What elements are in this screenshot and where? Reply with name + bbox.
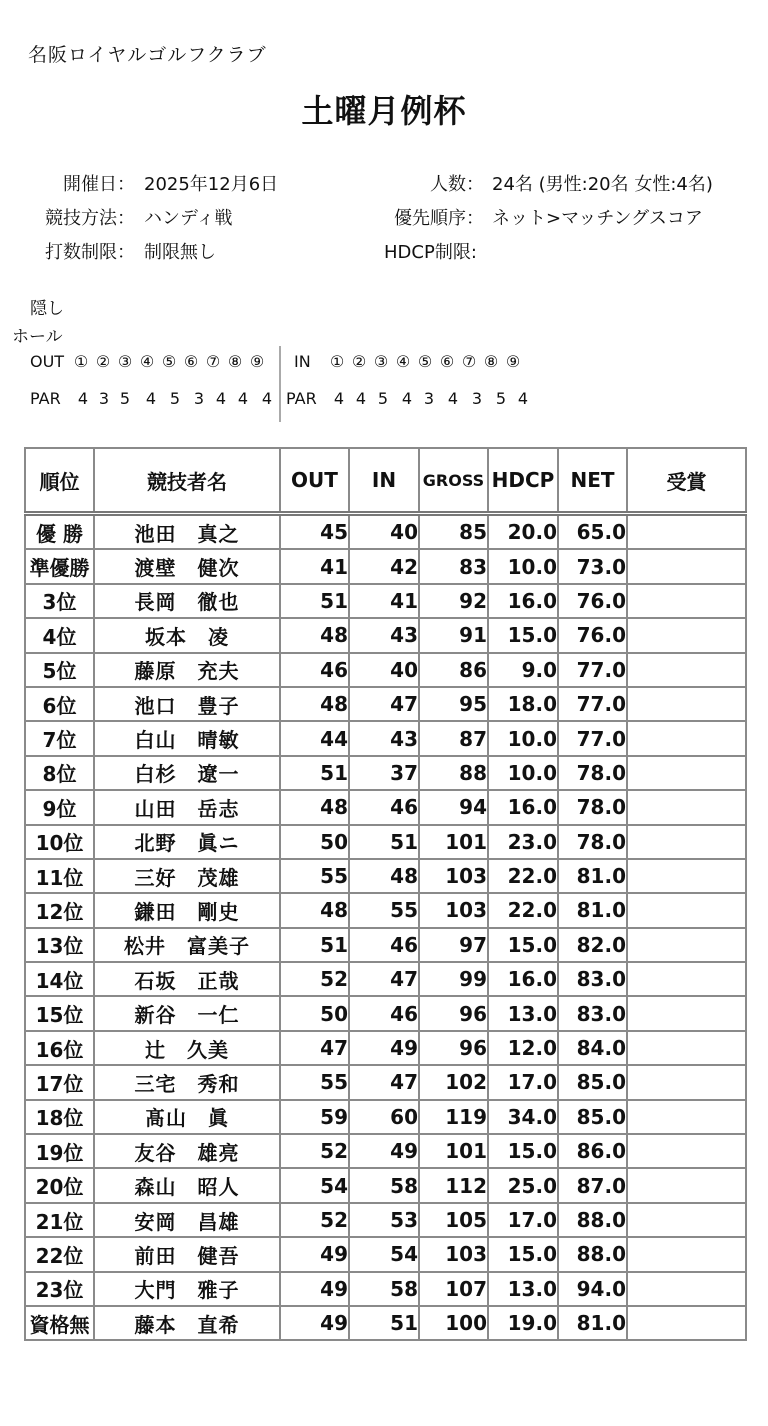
club-name: 名阪ロイヤルゴルフクラブ: [28, 44, 267, 66]
cell-award: [627, 721, 746, 755]
cell-out: 49: [280, 1306, 349, 1340]
cell-out: 51: [280, 928, 349, 962]
cell-net: 81.0: [558, 1306, 627, 1340]
out-par-8: 4: [237, 389, 249, 408]
cell-in: 47: [349, 1065, 419, 1099]
cell-name: 藤本 直希: [94, 1306, 280, 1340]
cell-name: 鎌田 剛史: [94, 893, 280, 927]
limit-value: 制限無し: [144, 242, 216, 263]
cell-rank: 5位: [25, 653, 94, 687]
cell-name: 友谷 雄亮: [94, 1134, 280, 1168]
method-label: 競技方法：: [45, 208, 135, 229]
cell-name: 三宅 秀和: [94, 1065, 280, 1099]
cell-hdcp: 22.0: [488, 893, 558, 927]
cell-award: [627, 825, 746, 859]
cell-out: 41: [280, 549, 349, 583]
cell-in: 42: [349, 549, 419, 583]
out-par-1: 4: [77, 389, 89, 408]
cell-in: 60: [349, 1100, 419, 1134]
cell-gross: 95: [419, 687, 488, 721]
cell-rank: 14位: [25, 962, 94, 996]
cell-out: 44: [280, 721, 349, 755]
cell-rank: 10位: [25, 825, 94, 859]
hidden-holes-label-2: ホール: [12, 327, 63, 347]
in-hole-7: ⑦: [461, 352, 477, 371]
cell-rank: 19位: [25, 1134, 94, 1168]
in-par-4: 4: [401, 389, 413, 408]
table-row: [25, 996, 746, 1030]
cell-hdcp: 17.0: [488, 1203, 558, 1237]
out-hole-9: ⑨: [249, 352, 265, 371]
cell-gross: 103: [419, 1237, 488, 1271]
in-par-3: 5: [377, 389, 389, 408]
cell-net: 81.0: [558, 859, 627, 893]
out-holes-label: OUT: [30, 352, 65, 371]
out-hole-3: ③: [117, 352, 133, 371]
cell-gross: 103: [419, 893, 488, 927]
cell-net: 77.0: [558, 653, 627, 687]
table-row: [25, 928, 746, 962]
in-par-2: 4: [355, 389, 367, 408]
table-row: [25, 584, 746, 618]
hole-numbers-row: [0, 352, 768, 376]
cell-net: 94.0: [558, 1272, 627, 1306]
header-rank: 順位: [25, 448, 94, 514]
in-hole-4: ④: [395, 352, 411, 371]
header-award: 受賞: [627, 448, 746, 514]
holes-divider: [279, 346, 281, 422]
cell-rank: 優 勝: [25, 514, 94, 550]
cell-rank: 8位: [25, 756, 94, 790]
in-par-label: PAR: [286, 389, 317, 408]
cell-net: 88.0: [558, 1203, 627, 1237]
cell-name: 森山 昭人: [94, 1168, 280, 1202]
header-in: IN: [349, 448, 419, 514]
in-hole-8: ⑧: [483, 352, 499, 371]
in-hole-3: ③: [373, 352, 389, 371]
cell-hdcp: 13.0: [488, 1272, 558, 1306]
cell-net: 73.0: [558, 549, 627, 583]
cell-name: 髙山 眞: [94, 1100, 280, 1134]
cell-in: 49: [349, 1031, 419, 1065]
cell-award: [627, 1168, 746, 1202]
in-hole-5: ⑤: [417, 352, 433, 371]
cell-net: 78.0: [558, 825, 627, 859]
cell-gross: 102: [419, 1065, 488, 1099]
cell-gross: 105: [419, 1203, 488, 1237]
cell-out: 50: [280, 825, 349, 859]
cell-net: 65.0: [558, 514, 627, 550]
cell-out: 48: [280, 893, 349, 927]
cell-net: 76.0: [558, 584, 627, 618]
cell-out: 51: [280, 584, 349, 618]
cell-in: 40: [349, 653, 419, 687]
cell-in: 48: [349, 859, 419, 893]
cell-in: 41: [349, 584, 419, 618]
cell-rank: 22位: [25, 1237, 94, 1271]
cell-in: 46: [349, 790, 419, 824]
out-par-7: 4: [215, 389, 227, 408]
out-hole-5: ⑤: [161, 352, 177, 371]
cell-award: [627, 1272, 746, 1306]
cell-award: [627, 859, 746, 893]
cell-out: 49: [280, 1237, 349, 1271]
info-block: [0, 170, 768, 270]
priority-label: 優先順序：: [394, 208, 484, 229]
cell-name: 北野 眞ニ: [94, 825, 280, 859]
hidden-holes-label-1: 隠し: [30, 299, 64, 319]
cell-award: [627, 514, 746, 550]
cell-in: 51: [349, 1306, 419, 1340]
cell-award: [627, 549, 746, 583]
cell-rank: 資格無: [25, 1306, 94, 1340]
cell-hdcp: 12.0: [488, 1031, 558, 1065]
cell-rank: 11位: [25, 859, 94, 893]
cell-name: 前田 健吾: [94, 1237, 280, 1271]
cell-net: 78.0: [558, 790, 627, 824]
cell-gross: 119: [419, 1100, 488, 1134]
table-row: [25, 756, 746, 790]
out-hole-7: ⑦: [205, 352, 221, 371]
table-row: [25, 859, 746, 893]
cell-rank: 12位: [25, 893, 94, 927]
cell-award: [627, 996, 746, 1030]
cell-in: 55: [349, 893, 419, 927]
cell-gross: 88: [419, 756, 488, 790]
priority-value: ネット>マッチングスコア: [492, 208, 703, 229]
cell-out: 54: [280, 1168, 349, 1202]
out-hole-6: ⑥: [183, 352, 199, 371]
cell-gross: 107: [419, 1272, 488, 1306]
cell-net: 78.0: [558, 756, 627, 790]
cell-in: 43: [349, 618, 419, 652]
out-par-9: 4: [261, 389, 273, 408]
cell-net: 84.0: [558, 1031, 627, 1065]
cell-hdcp: 16.0: [488, 962, 558, 996]
header-out: OUT: [280, 448, 349, 514]
cell-out: 48: [280, 790, 349, 824]
table-header-row: [25, 448, 746, 514]
in-hole-1: ①: [329, 352, 345, 371]
people-label: 人数：: [430, 174, 484, 195]
cell-rank: 20位: [25, 1168, 94, 1202]
cell-out: 47: [280, 1031, 349, 1065]
cell-award: [627, 1134, 746, 1168]
cell-gross: 92: [419, 584, 488, 618]
cell-gross: 94: [419, 790, 488, 824]
cell-out: 52: [280, 962, 349, 996]
cell-rank: 9位: [25, 790, 94, 824]
out-par-6: 3: [193, 389, 205, 408]
cell-rank: 7位: [25, 721, 94, 755]
cell-award: [627, 687, 746, 721]
out-hole-1: ①: [73, 352, 89, 371]
cell-out: 49: [280, 1272, 349, 1306]
cell-gross: 86: [419, 653, 488, 687]
cell-out: 46: [280, 653, 349, 687]
cell-hdcp: 15.0: [488, 1134, 558, 1168]
date-label: 開催日：: [63, 174, 135, 195]
cell-rank: 4位: [25, 618, 94, 652]
cell-hdcp: 10.0: [488, 756, 558, 790]
cell-award: [627, 1031, 746, 1065]
cell-net: 87.0: [558, 1168, 627, 1202]
cell-rank: 6位: [25, 687, 94, 721]
results-table: [24, 447, 747, 1341]
page-title: 土曜月例杯: [301, 92, 467, 130]
cell-award: [627, 618, 746, 652]
cell-rank: 17位: [25, 1065, 94, 1099]
cell-out: 48: [280, 687, 349, 721]
cell-out: 48: [280, 618, 349, 652]
cell-net: 86.0: [558, 1134, 627, 1168]
cell-net: 81.0: [558, 893, 627, 927]
in-par-7: 3: [471, 389, 483, 408]
cell-rank: 15位: [25, 996, 94, 1030]
cell-award: [627, 962, 746, 996]
cell-out: 45: [280, 514, 349, 550]
cell-award: [627, 790, 746, 824]
in-holes-label: IN: [294, 352, 311, 371]
cell-name: 白山 晴敏: [94, 721, 280, 755]
in-par-9: 4: [517, 389, 529, 408]
cell-gross: 103: [419, 859, 488, 893]
table-row: [25, 687, 746, 721]
cell-net: 83.0: [558, 996, 627, 1030]
cell-in: 47: [349, 687, 419, 721]
cell-award: [627, 1065, 746, 1099]
cell-name: 坂本 凌: [94, 618, 280, 652]
cell-award: [627, 1203, 746, 1237]
cell-name: 辻 久美: [94, 1031, 280, 1065]
cell-gross: 96: [419, 996, 488, 1030]
out-par-3: 5: [119, 389, 131, 408]
cell-name: 新谷 一仁: [94, 996, 280, 1030]
cell-name: 藤原 充夫: [94, 653, 280, 687]
cell-award: [627, 893, 746, 927]
cell-hdcp: 10.0: [488, 721, 558, 755]
table-row: [25, 790, 746, 824]
cell-in: 53: [349, 1203, 419, 1237]
out-hole-8: ⑧: [227, 352, 243, 371]
cell-award: [627, 1100, 746, 1134]
in-hole-6: ⑥: [439, 352, 455, 371]
table-row: [25, 514, 746, 550]
cell-net: 82.0: [558, 928, 627, 962]
cell-gross: 101: [419, 1134, 488, 1168]
cell-hdcp: 15.0: [488, 928, 558, 962]
cell-hdcp: 20.0: [488, 514, 558, 550]
cell-in: 37: [349, 756, 419, 790]
cell-hdcp: 18.0: [488, 687, 558, 721]
cell-gross: 97: [419, 928, 488, 962]
table-row: [25, 893, 746, 927]
cell-name: 池口 豊子: [94, 687, 280, 721]
table-row: [25, 1134, 746, 1168]
table-row: [25, 1031, 746, 1065]
cell-name: 渡壁 健次: [94, 549, 280, 583]
out-par-5: 5: [169, 389, 181, 408]
cell-net: 88.0: [558, 1237, 627, 1271]
method-value: ハンディ戦: [144, 208, 233, 229]
cell-in: 47: [349, 962, 419, 996]
in-par-6: 4: [447, 389, 459, 408]
cell-rank: 21位: [25, 1203, 94, 1237]
cell-net: 76.0: [558, 618, 627, 652]
cell-name: 池田 真之: [94, 514, 280, 550]
cell-gross: 112: [419, 1168, 488, 1202]
table-row: [25, 1100, 746, 1134]
cell-gross: 87: [419, 721, 488, 755]
cell-gross: 101: [419, 825, 488, 859]
cell-in: 40: [349, 514, 419, 550]
cell-award: [627, 1306, 746, 1340]
cell-in: 49: [349, 1134, 419, 1168]
cell-out: 55: [280, 1065, 349, 1099]
header-hdcp: HDCP: [488, 448, 558, 514]
header-name: 競技者名: [94, 448, 280, 514]
cell-rank: 18位: [25, 1100, 94, 1134]
cell-in: 43: [349, 721, 419, 755]
header-net: NET: [558, 448, 627, 514]
cell-hdcp: 25.0: [488, 1168, 558, 1202]
cell-in: 46: [349, 996, 419, 1030]
table-row: [25, 1065, 746, 1099]
limit-label: 打数制限：: [45, 242, 135, 263]
cell-in: 54: [349, 1237, 419, 1271]
cell-name: 長岡 徹也: [94, 584, 280, 618]
out-hole-4: ④: [139, 352, 155, 371]
cell-name: 三好 茂雄: [94, 859, 280, 893]
cell-rank: 準優勝: [25, 549, 94, 583]
table-row: [25, 1168, 746, 1202]
cell-name: 山田 岳志: [94, 790, 280, 824]
cell-hdcp: 13.0: [488, 996, 558, 1030]
cell-rank: 16位: [25, 1031, 94, 1065]
cell-rank: 23位: [25, 1272, 94, 1306]
cell-in: 58: [349, 1272, 419, 1306]
cell-out: 52: [280, 1134, 349, 1168]
table-row: [25, 962, 746, 996]
cell-gross: 96: [419, 1031, 488, 1065]
table-row: [25, 653, 746, 687]
cell-hdcp: 10.0: [488, 549, 558, 583]
cell-net: 85.0: [558, 1100, 627, 1134]
cell-award: [627, 756, 746, 790]
cell-gross: 91: [419, 618, 488, 652]
cell-hdcp: 9.0: [488, 653, 558, 687]
cell-name: 白杉 遼一: [94, 756, 280, 790]
in-hole-2: ②: [351, 352, 367, 371]
cell-in: 46: [349, 928, 419, 962]
hdcp-limit-label: HDCP制限:: [384, 242, 477, 263]
cell-out: 50: [280, 996, 349, 1030]
cell-name: 安岡 昌雄: [94, 1203, 280, 1237]
table-row: [25, 618, 746, 652]
results-body: [25, 514, 746, 1341]
cell-gross: 85: [419, 514, 488, 550]
table-row: [25, 549, 746, 583]
out-par-2: 3: [98, 389, 110, 408]
cell-hdcp: 17.0: [488, 1065, 558, 1099]
cell-in: 58: [349, 1168, 419, 1202]
cell-award: [627, 584, 746, 618]
cell-net: 85.0: [558, 1065, 627, 1099]
table-row: [25, 1306, 746, 1340]
cell-rank: 3位: [25, 584, 94, 618]
par-row: [0, 389, 768, 413]
date-value: 2025年12月6日: [144, 174, 279, 195]
table-row: [25, 825, 746, 859]
cell-award: [627, 653, 746, 687]
cell-hdcp: 15.0: [488, 1237, 558, 1271]
in-par-8: 5: [495, 389, 507, 408]
in-hole-9: ⑨: [505, 352, 521, 371]
cell-out: 59: [280, 1100, 349, 1134]
cell-hdcp: 22.0: [488, 859, 558, 893]
in-par-5: 3: [423, 389, 435, 408]
cell-hdcp: 15.0: [488, 618, 558, 652]
cell-net: 83.0: [558, 962, 627, 996]
cell-name: 石坂 正哉: [94, 962, 280, 996]
in-par-1: 4: [333, 389, 345, 408]
header-gross: GROSS: [419, 448, 488, 514]
out-hole-2: ②: [95, 352, 111, 371]
cell-hdcp: 16.0: [488, 584, 558, 618]
cell-in: 51: [349, 825, 419, 859]
cell-rank: 13位: [25, 928, 94, 962]
cell-hdcp: 34.0: [488, 1100, 558, 1134]
table-row: [25, 1272, 746, 1306]
table-row: [25, 1203, 746, 1237]
cell-award: [627, 1237, 746, 1271]
cell-hdcp: 16.0: [488, 790, 558, 824]
out-par-4: 4: [145, 389, 157, 408]
cell-award: [627, 928, 746, 962]
cell-gross: 83: [419, 549, 488, 583]
out-par-label: PAR: [30, 389, 61, 408]
table-row: [25, 1237, 746, 1271]
cell-hdcp: 19.0: [488, 1306, 558, 1340]
cell-name: 松井 富美子: [94, 928, 280, 962]
cell-out: 51: [280, 756, 349, 790]
table-row: [25, 721, 746, 755]
cell-out: 52: [280, 1203, 349, 1237]
people-value: 24名 (男性:20名 女性:4名): [492, 174, 713, 195]
cell-out: 55: [280, 859, 349, 893]
cell-name: 大門 雅子: [94, 1272, 280, 1306]
cell-gross: 100: [419, 1306, 488, 1340]
cell-net: 77.0: [558, 721, 627, 755]
cell-gross: 99: [419, 962, 488, 996]
cell-hdcp: 23.0: [488, 825, 558, 859]
cell-net: 77.0: [558, 687, 627, 721]
